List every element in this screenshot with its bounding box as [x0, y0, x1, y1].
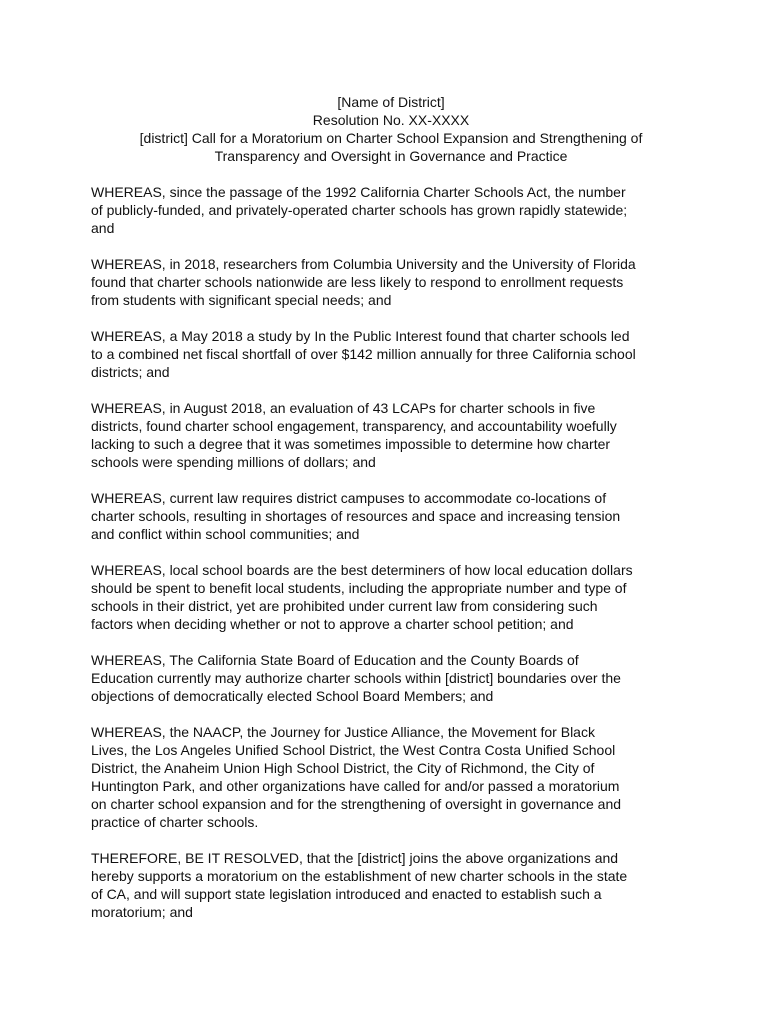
whereas-paragraph-6	[91, 561, 691, 633]
whereas-paragraph-7	[91, 651, 691, 705]
text-line: WHEREAS, in 2018, researchers from Columbia University and the University of Florida	[91, 256, 636, 272]
text-line: of CA, and will support state legislation introduced and enacted to establish such a	[91, 886, 602, 902]
text-line: WHEREAS, a May 2018 a study by In the Public Interest found that charter schools led	[91, 328, 630, 344]
text-line: WHEREAS, current law requires district campuses to accommodate co-locations of	[91, 490, 607, 506]
whereas-paragraph-4	[91, 399, 691, 471]
whereas-paragraph-8	[91, 723, 691, 831]
text-line: schools in their district, yet are prohibited under current law from considering such	[91, 598, 598, 614]
text-line: and conflict within school communities; and	[91, 526, 360, 542]
text-line: moratorium; and	[91, 904, 193, 920]
whereas-paragraph-2	[91, 255, 691, 309]
text-line: WHEREAS, The California State Board of Education and the County Boards of	[91, 652, 579, 668]
text-line: THEREFORE, BE IT RESOLVED, that the [district] joins the above organizations and	[91, 850, 619, 866]
text-line: on charter school expansion and for the strengthening of oversight in governance and	[91, 796, 622, 812]
resolution-title-line-2: Transparency and Oversight in Governance and Practice	[214, 148, 568, 164]
text-line: districts, found charter school engagement, transparency, and accountability woefully	[91, 418, 617, 434]
document-page	[91, 93, 691, 939]
text-line: WHEREAS, local school boards are the best determiners of how local education dollars	[91, 562, 633, 578]
text-line: objections of democratically elected School Board Members; and	[91, 688, 494, 704]
resolution-body	[91, 183, 691, 921]
text-line: hereby supports a moratorium on the establishment of new charter schools in the state	[91, 868, 628, 884]
text-line: WHEREAS, since the passage of the 1992 California Charter Schools Act, the number	[91, 184, 626, 200]
text-line: charter schools, resulting in shortages of resources and space and increasing tension	[91, 508, 621, 524]
text-line: districts; and	[91, 364, 170, 380]
text-line: of publicly-funded, and privately-operated charter schools has grown rapidly statewide;	[91, 202, 628, 218]
whereas-paragraph-5	[91, 489, 691, 543]
text-line: Huntington Park, and other organizations have called for and/or passed a moratorium	[91, 778, 620, 794]
text-line: Education currently may authorize charter schools within [district] boundaries over the	[91, 670, 621, 686]
text-line: WHEREAS, in August 2018, an evaluation of 43 LCAPs for charter schools in five	[91, 400, 596, 416]
text-line: factors when deciding whether or not to approve a charter school petition; and	[91, 616, 574, 632]
text-line: found that charter schools nationwide are less likely to respond to enrollment requests	[91, 274, 624, 290]
text-line: practice of charter schools.	[91, 814, 259, 830]
text-line: Lives, the Los Angeles Unified School District, the West Contra Costa Unified School	[91, 742, 616, 758]
therefore-paragraph	[91, 849, 691, 921]
text-line: lacking to such a degree that it was sometimes impossible to determine how charter	[91, 436, 611, 452]
text-line: and	[91, 220, 115, 236]
text-line: schools were spending millions of dollars; and	[91, 454, 376, 470]
text-line: to a combined net fiscal shortfall of over $142 million annually for three California school	[91, 346, 636, 362]
resolution-header	[91, 93, 691, 165]
whereas-paragraph-1	[91, 183, 691, 237]
resolution-title-line-1: [district] Call for a Moratorium on Charter School Expansion and Strengthening of	[139, 130, 643, 146]
whereas-paragraph-3	[91, 327, 691, 381]
text-line: District, the Anaheim Union High School District, the City of Richmond, the City of	[91, 760, 595, 776]
text-line: from students with significant special needs; and	[91, 292, 392, 308]
text-line: should be spent to benefit local students, including the appropriate number and type of	[91, 580, 627, 596]
resolution-number: Resolution No. XX-XXXX	[312, 112, 470, 128]
district-name: [Name of District]	[337, 94, 445, 110]
text-line: WHEREAS, the NAACP, the Journey for Justice Alliance, the Movement for Black	[91, 724, 595, 740]
